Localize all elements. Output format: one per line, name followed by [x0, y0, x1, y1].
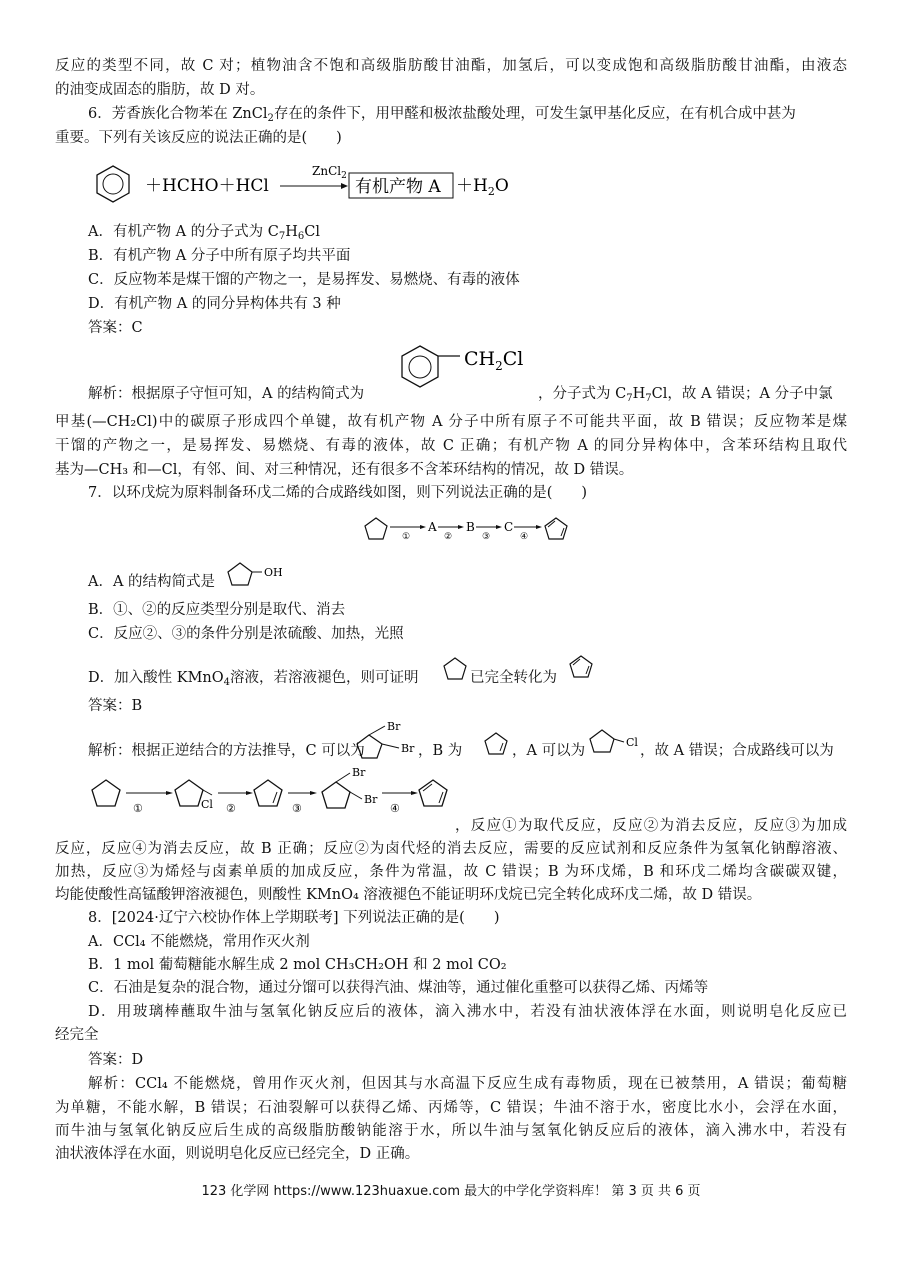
svg-text:①: ①	[402, 532, 411, 542]
synthesis-route-detail	[88, 765, 458, 825]
svg-text:Br: Br	[401, 742, 415, 755]
explanation-cont: ，B 为	[418, 743, 463, 759]
option-c: C．石油是复杂的混合物，通过分馏可以获得汽油、煤油等，通过催化重整可以获得乙烯、丙烯等	[88, 980, 709, 996]
question-7-stem: 7．以环戊烷为原料制备环戊二烯的合成路线如图，则下列说法正确的是( )	[88, 485, 588, 501]
svg-text:④: ④	[520, 532, 529, 542]
option-d-cont: 已完全转化为	[470, 670, 557, 686]
answer: 答案：C	[88, 320, 143, 336]
svg-text:C: C	[504, 520, 514, 534]
cyclopentene-icon	[482, 730, 512, 758]
option-b: B．有机产物 A 分子中所有原子均共平面	[88, 248, 351, 264]
text-line: 加热，反应③为烯烃与卤素单质的加成反应，条件为常温，故 C 错误；B 为环戊烯，B 和环戊二烯均含碳碳双键，	[55, 864, 847, 880]
explanation: 解析：CCl₄ 不能燃烧，曾用作灭火剂，但因其与水高温下反应生成有毒物质，现在已被禁用，A 错误；葡萄糖	[88, 1076, 847, 1092]
reaction-equation	[90, 160, 550, 205]
svg-text:Cl: Cl	[626, 736, 638, 749]
question-8-stem: 8．[2024·辽宁六校协作体上学期联考] 下列说法正确的是( )	[88, 910, 500, 926]
explanation: 解析：根据正逆结合的方法推导，C 可以为	[88, 743, 365, 759]
text-line: 甲基(—CH₂Cl)中的碳原子形成四个单键，故有机产物 A 分子中所有原子不可能共平面，故 B 错误；反应物苯是煤	[55, 414, 847, 430]
option-a: A．有机产物 A 的分子式为 $C_7H_6Cl$	[88, 224, 321, 242]
svg-text:A: A	[428, 520, 437, 534]
question-6-stem: 6．芳香族化合物苯在 ZnCl$_2$存在的条件下，用甲醛和极浓盐酸处理，可发生氯甲基化反应，在有机合成中甚为	[88, 106, 796, 124]
answer: 答案：D	[88, 1052, 144, 1068]
page-footer: 123 化学网 https://www.123huaxue.com 最大的中学化学资料库！ 第 3 页 共 6 页	[201, 1184, 701, 1199]
explanation-cont: ，分子式为 $C_7H_7Cl$，故 A 错误；A 分子中氯	[538, 386, 833, 404]
option-d: D．加入酸性 KMnO$_4$溶液，若溶液褪色，则可证明	[88, 670, 419, 688]
svg-text:CH2Cl: $CH_2Cl$	[464, 348, 524, 373]
synthesis-route	[362, 515, 572, 545]
text-line: ，反应①为取代反应，反应②为消去反应，反应③为加成	[455, 818, 847, 834]
text-line: 反应的类型不同，故 C 对；植物油含不饱和高级脂肪酸甘油酯，加氢后，可以变成饱和高级脂肪酸甘油酯，由液态	[55, 58, 847, 74]
option-a: A．A 的结构简式是	[88, 574, 216, 590]
explanation: 解析：根据原子守恒可知，A 的结构简式为	[88, 386, 365, 402]
svg-text:Cl: Cl	[201, 798, 213, 811]
option-a: A．CCl₄ 不能燃烧，常用作灭火剂	[88, 934, 310, 950]
answer: 答案：B	[88, 698, 143, 714]
option-c: C．反应②、③的条件分别是浓硫酸、加热，光照	[88, 626, 404, 642]
cyclopentanol-structure	[226, 560, 296, 588]
svg-text:OH: OH	[264, 566, 283, 579]
svg-text:Br: Br	[387, 720, 401, 733]
option-d: D．用玻璃棒蘸取牛油与氢氧化钠反应后的液体，滴入沸水中，若没有油状液体浮在水面，则说明皂化反应已	[88, 1004, 847, 1020]
svg-text:④: ④	[390, 802, 400, 815]
text-line: 基为—CH₃ 和—Cl，有邻、间、对三种情况，还有很多不含苯环结构的情况，故 D 错误。	[55, 462, 634, 478]
explanation-cont: ，故 A 错误；合成路线可以为	[640, 743, 834, 759]
cyclopentane-icon	[441, 655, 469, 683]
question-6-stem-cont: 重要。下列有关该反应的说法正确的是( )	[55, 130, 342, 146]
text-line: 均能使酸性高锰酸钾溶液褪色，则酸性 KMnO₄ 溶液褪色不能证明环戊烷已完全转化成环戊二烯，故 D 错误。	[55, 887, 762, 903]
eq-reagents: ＋HCHO＋HCl	[145, 176, 269, 196]
option-b: B．1 mol 葡萄糖能水解生成 2 mol CH₃CH₂OH 和 2 mol CO₂	[88, 957, 507, 973]
svg-text:①: ①	[133, 802, 143, 815]
benzyl-chloride-structure	[398, 343, 558, 395]
text-line: 油状液体浮在水面，则说明皂化反应已经完全，D 正确。	[55, 1146, 420, 1162]
option-c: C．反应物苯是煤干馏的产物之一，是易挥发、易燃烧、有毒的液体	[88, 272, 520, 288]
text-line: 为单糖，不能水解，B 错误；石油裂解可以获得乙烯、丙烯等，C 错误；牛油不溶于水，密度比水小，会浮在水面，	[55, 1100, 847, 1116]
explanation-cont: ，A 可以为	[512, 743, 586, 759]
option-b: B．①、②的反应类型分别是取代、消去	[88, 602, 346, 618]
svg-text:③: ③	[292, 802, 302, 815]
chlorocyclopentane-structure	[588, 727, 648, 757]
eq-catalyst: ZnCl$_2$	[312, 164, 347, 181]
text-line: 干馏的产物之一，是易挥发、易燃烧、有毒的液体，故 C 正确；有机产物 A 的同分异构体中，含苯环结构且取代	[55, 438, 847, 454]
option-d: D．有机产物 A 的同分异构体共有 3 种	[88, 296, 341, 312]
svg-text:Br: Br	[364, 793, 378, 806]
svg-text:③: ③	[482, 532, 491, 542]
text-line: 反应，反应④为消去反应，故 B 正确；反应②为卤代烃的消去反应，需要的反应试剂和反应条件为氢氧化钠醇溶液、	[55, 841, 847, 857]
text-line: 的油变成固态的脂肪，故 D 对。	[55, 82, 265, 98]
svg-text:②: ②	[226, 802, 236, 815]
svg-text:B: B	[466, 520, 475, 534]
cyclopentadiene-icon	[567, 653, 595, 681]
svg-text:②: ②	[444, 532, 453, 542]
benzene-ring-icon	[97, 166, 129, 202]
option-d-cont: 经完全	[55, 1027, 99, 1043]
eq-product: 有机产物 A	[355, 177, 441, 197]
eq-water: $+H_2O$	[456, 176, 509, 198]
svg-text:Br: Br	[352, 766, 366, 779]
text-line: 而牛油与氢氧化钠反应后生成的高级脂肪酸钠能溶于水，所以牛油与氢氧化钠反应后的液体，滴入沸水中，若没有	[55, 1123, 847, 1139]
